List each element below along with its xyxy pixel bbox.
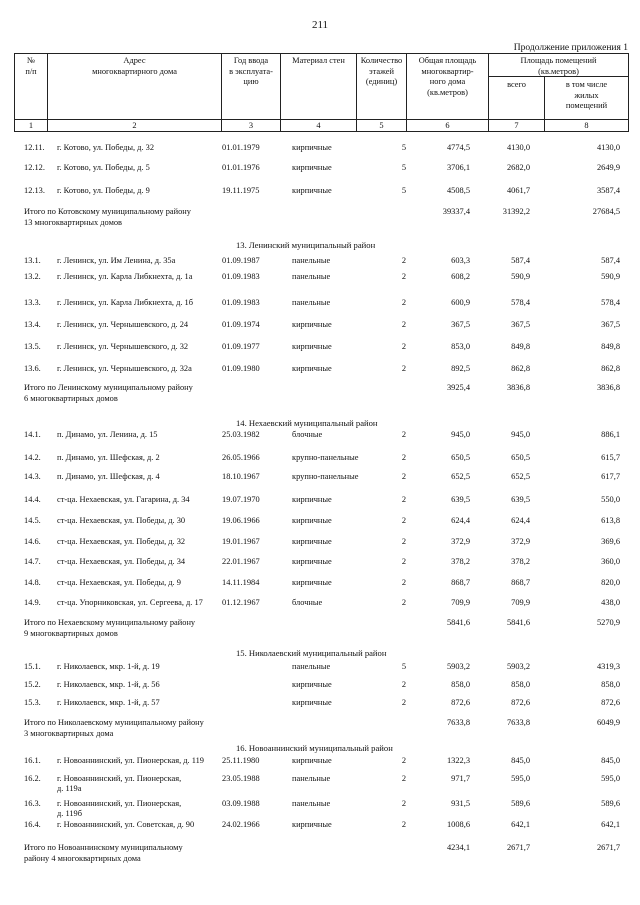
row-floors: 2 [401,298,406,307]
row-number: 13.2. [24,272,41,281]
row-material: панельные [292,774,331,783]
row-number: 14.5. [24,516,41,525]
row-floors: 2 [401,799,406,808]
subtotal-total-area: 3925,4 [446,383,470,392]
row-area-all: 872,6 [511,698,530,707]
row-year: 03.09.1988 [222,799,260,808]
row-area-residential: 438,0 [601,598,620,607]
row-material: блочные [292,598,323,607]
row-area-all: 639,5 [511,495,530,504]
header-year: Год ввода в эксплуата- цию [229,56,273,86]
row-year: 01.09.1980 [222,364,260,373]
row-year: 24.02.1966 [222,820,260,829]
row-total-area: 945,0 [451,430,470,439]
row-number: 16.1. [24,756,41,765]
row-area-all: 578,4 [511,298,530,307]
row-area-residential: 4319,3 [596,662,620,671]
subtotal-area-residential: 6049,9 [596,718,620,727]
row-material: панельные [292,272,331,281]
row-year: 19.07.1970 [222,495,260,504]
row-area-residential: 367,5 [601,320,620,329]
section-heading: 16. Новоаннинский муниципальный район [236,743,393,753]
row-area-residential: 617,7 [601,472,620,481]
row-year: 23.05.1988 [222,774,260,783]
row-number: 15.2. [24,680,41,689]
row-floors: 2 [401,820,406,829]
row-area-residential: 590,9 [601,272,620,281]
row-area-all: 849,8 [511,342,530,351]
row-total-area: 4774,5 [446,143,470,152]
col-number: 7 [514,121,519,130]
row-area-all: 845,0 [511,756,530,765]
row-address: ст-ца. Нехаевская, ул. Победы, д. 32 [57,537,186,546]
row-number: 13.3. [24,298,41,307]
row-area-all: 2682,0 [506,163,530,172]
row-total-area: 603,3 [451,256,470,265]
row-area-all: 4061,7 [506,186,530,195]
row-floors: 2 [401,472,406,481]
row-number: 16.4. [24,820,41,829]
row-material: кирпичные [292,163,332,172]
row-floors: 2 [401,495,406,504]
row-number: 14.1. [24,430,41,439]
row-total-area: 872,6 [451,698,470,707]
row-number: 13.6. [24,364,41,373]
row-area-residential: 858,0 [601,680,620,689]
row-year: 01.01.1976 [222,163,260,172]
row-area-residential: 578,4 [601,298,620,307]
row-number: 12.11. [24,143,45,152]
row-material: панельные [292,799,331,808]
row-area-residential: 886,1 [601,430,620,439]
row-address: п. Динамо, ул. Шефская, д. 4 [57,472,160,481]
row-year: 01.09.1987 [222,256,260,265]
section-heading: 14. Нехаевский муниципальный район [236,418,378,428]
row-year: 25.11.1980 [222,756,260,765]
row-number: 14.2. [24,453,41,462]
row-address: ст-ца. Нехаевская, ул. Победы, д. 34 [57,557,186,566]
header-all: всего [507,80,526,89]
col-number: 3 [248,121,254,130]
row-year: 14.11.1984 [222,578,260,587]
subtotal-area-residential: 2671,7 [596,843,620,852]
row-year: 19.01.1967 [222,537,260,546]
section-heading: 15. Николаевский муниципальный район [236,648,387,658]
row-total-area: 608,2 [451,272,470,281]
row-year: 26.05.1966 [222,453,260,462]
subtotal-label: Итого по Котовскому муниципальному району 13 многоквартирных домов [24,207,191,227]
page-number: 211 [311,19,329,31]
row-area-all: 945,0 [511,430,530,439]
row-floors: 2 [401,320,406,329]
row-address: г. Котово, ул. Победы, д. 32 [57,143,155,152]
row-total-area: 892,5 [451,364,470,373]
row-area-all: 372,9 [511,537,530,546]
row-area-residential: 550,0 [601,495,620,504]
row-floors: 2 [401,430,406,439]
row-address: г. Котово, ул. Победы, д. 5 [57,163,150,172]
row-area-all: 709,9 [511,598,530,607]
row-floors: 2 [401,342,406,351]
row-address: п. Динамо, ул. Ленина, д. 15 [57,430,158,439]
subtotal-label: Итого по Ленинскому муниципальному району 6 многоквартирных домов [24,383,193,403]
row-address: г. Николаевск, мкр. 1-й, д. 57 [57,698,160,707]
section-heading: 13. Ленинский муниципальный район [236,240,376,250]
row-material: кирпичные [292,320,332,329]
row-floors: 2 [401,272,406,281]
row-year: 18.10.1967 [222,472,260,481]
row-floors: 2 [401,598,406,607]
row-address: г. Ленинск, ул. Чернышевского, д. 32 [57,342,189,351]
row-number: 16.2. [24,774,41,783]
row-floors: 2 [401,364,406,373]
row-address: г. Новоаннинский, ул. Пионерская, д. 119 [57,756,204,765]
row-area-residential: 615,7 [601,453,620,462]
row-material: кирпичные [292,143,332,152]
subtotal-area-all: 2671,7 [506,843,530,852]
subtotal-label: Итого по Новоаннинскому муниципальному району 4 многоквартирных дома [24,843,183,863]
row-floors: 2 [401,256,406,265]
row-area-residential: 369,6 [601,537,620,546]
row-area-all: 589,6 [511,799,530,808]
row-area-all: 624,4 [511,516,530,525]
row-address: г. Ленинск, ул. Карла Либкнехта, д. 1б [57,298,194,307]
subtotal-label: Итого по Нехаевскому муниципальному району 9 многоквартирных домов [24,618,196,638]
row-material: кирпичные [292,680,332,689]
row-material: кирпичные [292,756,332,765]
row-area-residential: 360,0 [601,557,620,566]
row-total-area: 868,7 [451,578,470,587]
row-material: панельные [292,662,331,671]
row-total-area: 931,5 [451,799,470,808]
row-material: кирпичные [292,495,332,504]
row-number: 12.12. [24,163,45,172]
row-total-area: 650,5 [451,453,470,462]
row-address: г. Новоаннинский, ул. Советская, д. 90 [57,820,195,829]
subtotal-total-area: 7633,8 [446,718,470,727]
row-material: кирпичные [292,186,332,195]
row-address: г. Николаевск, мкр. 1-й, д. 19 [57,662,160,671]
row-material: блочные [292,430,323,439]
row-total-area: 639,5 [451,495,470,504]
row-number: 13.5. [24,342,41,351]
subtotal-area-all: 5841,6 [506,618,530,627]
row-material: панельные [292,298,331,307]
row-material: кирпичные [292,516,332,525]
header-material: Материал стен [292,56,345,65]
row-number: 13.4. [24,320,41,329]
row-area-all: 367,5 [511,320,530,329]
row-total-area: 624,4 [451,516,470,525]
row-number: 14.3. [24,472,41,481]
row-total-area: 858,0 [451,680,470,689]
row-total-area: 709,9 [451,598,470,607]
header-floors: Количество этажей (единиц) [360,56,403,86]
header-num: № п/п [25,56,37,76]
row-year: 01.01.1979 [222,143,260,152]
row-year: 01.09.1977 [222,342,260,351]
row-address: г. Котово, ул. Победы, д. 9 [57,186,150,195]
row-total-area: 652,5 [451,472,470,481]
subtotal-area-all: 3836,8 [506,383,530,392]
subtotal-label: Итого по Николаевскому муниципальному району 3 многоквартирных дома [24,718,204,738]
row-total-area: 1322,3 [446,756,470,765]
row-year: 01.09.1983 [222,298,260,307]
row-material: кирпичные [292,578,332,587]
row-area-all: 590,9 [511,272,530,281]
row-address: г. Ленинск, ул. Им Ленина, д. 35а [57,256,176,265]
row-floors: 2 [401,578,406,587]
row-material: кирпичные [292,364,332,373]
row-number: 14.6. [24,537,41,546]
row-area-residential: 589,6 [601,799,620,808]
row-area-residential: 587,4 [601,256,620,265]
col-number: 8 [584,121,589,130]
row-floors: 2 [401,557,406,566]
row-address: г. Ленинск, ул. Чернышевского, д. 24 [57,320,189,329]
col-number: 4 [316,121,321,130]
row-total-area: 600,9 [451,298,470,307]
row-material: кирпичные [292,557,332,566]
row-area-residential: 595,0 [601,774,620,783]
row-year: 19.11.1975 [222,186,260,195]
row-material: кирпичные [292,537,332,546]
row-number: 15.1. [24,662,41,671]
row-area-all: 858,0 [511,680,530,689]
row-address: г. Новоаннинский, ул. Пионерская, д. 119а [57,774,182,793]
row-area-residential: 4130,0 [596,143,620,152]
row-total-area: 3706,1 [446,163,470,172]
row-material: панельные [292,256,331,265]
row-total-area: 5903,2 [446,662,470,671]
subtotal-area-residential: 5270,9 [596,618,620,627]
row-total-area: 367,5 [451,320,470,329]
row-area-all: 650,5 [511,453,530,462]
row-number: 14.8. [24,578,41,587]
header-premises-area: Площадь помещений (кв.метров) [520,56,597,76]
row-area-residential: 872,6 [601,698,620,707]
row-area-residential: 3587,4 [596,186,620,195]
row-address: г. Ленинск, ул. Чернышевского, д. 32а [57,364,192,373]
row-material: крупно-панельные [292,453,359,462]
row-floors: 5 [401,143,406,152]
row-floors: 5 [401,186,406,195]
row-total-area: 853,0 [451,342,470,351]
row-address: г. Ленинск, ул. Карла Либкнехта, д. 1а [57,272,193,281]
row-address: ст-ца. Нехаевская, ул. Победы, д. 30 [57,516,186,525]
row-total-area: 1008,6 [446,820,470,829]
subtotal-total-area: 39337,4 [442,207,470,216]
row-area-all: 642,1 [511,820,530,829]
row-number: 15.3. [24,698,41,707]
row-area-residential: 862,8 [601,364,620,373]
row-material: кирпичные [292,698,332,707]
row-year: 22.01.1967 [222,557,260,566]
row-floors: 2 [401,698,406,707]
row-number: 14.7. [24,557,41,566]
header-address: Адрес многоквартирного дома [92,56,177,76]
row-year: 01.09.1974 [222,320,260,329]
row-year: 19.06.1966 [222,516,260,525]
row-total-area: 378,2 [451,557,470,566]
row-area-residential: 820,0 [601,578,620,587]
row-year: 01.12.1967 [222,598,260,607]
row-address: ст-ца. Нехаевская, ул. Победы, д. 9 [57,578,181,587]
row-floors: 2 [401,453,406,462]
row-address: г. Николаевск, мкр. 1-й, д. 56 [57,680,160,689]
row-area-residential: 613,8 [601,516,620,525]
row-area-all: 378,2 [511,557,530,566]
col-number: 5 [379,121,384,130]
subtotal-area-all: 7633,8 [506,718,530,727]
row-number: 14.9. [24,598,41,607]
row-floors: 5 [401,662,406,671]
row-floors: 2 [401,774,406,783]
header-total-area: Общая площадь многоквартир- ного дома (кв.метров) [418,56,477,97]
row-area-all: 587,4 [511,256,530,265]
row-address: г. Новоаннинский, ул. Пионерская, д. 119б [57,799,182,818]
subtotal-area-residential: 27684,5 [592,207,620,216]
row-area-residential: 642,1 [601,820,620,829]
row-number: 16.3. [24,799,41,808]
continuation-label: Продолжение приложения 1 [513,43,628,53]
row-area-all: 652,5 [511,472,530,481]
row-area-all: 4130,0 [506,143,530,152]
row-area-residential: 849,8 [601,342,620,351]
row-material: крупно-панельные [292,472,359,481]
row-address: ст-ца. Упорниковская, ул. Сергеева, д. 17 [57,598,203,607]
row-area-all: 868,7 [511,578,530,587]
subtotal-area-all: 31392,2 [502,207,530,216]
row-floors: 5 [401,163,406,172]
col-number: 2 [132,121,137,130]
row-area-all: 595,0 [511,774,530,783]
subtotal-total-area: 4234,1 [446,843,470,852]
row-number: 13.1. [24,256,41,265]
subtotal-area-residential: 3836,8 [596,383,620,392]
row-year: 01.09.1983 [222,272,260,281]
row-number: 14.4. [24,495,41,504]
header-residential: в том числе жилых помещений [565,80,608,110]
row-material: кирпичные [292,342,332,351]
row-total-area: 372,9 [451,537,470,546]
subtotal-total-area: 5841,6 [446,618,470,627]
row-floors: 2 [401,516,406,525]
row-floors: 2 [401,756,406,765]
row-year: 25.03.1982 [222,430,260,439]
row-area-all: 5903,2 [506,662,530,671]
col-number: 1 [28,121,34,130]
row-total-area: 4508,5 [446,186,470,195]
row-address: п. Динамо, ул. Шефская, д. 2 [57,453,160,462]
row-material: кирпичные [292,820,332,829]
row-total-area: 971,7 [451,774,470,783]
row-area-residential: 2649,9 [596,163,620,172]
col-number: 6 [445,121,450,130]
row-number: 12.13. [24,186,45,195]
row-area-residential: 845,0 [601,756,620,765]
row-floors: 2 [401,680,406,689]
row-floors: 2 [401,537,406,546]
row-area-all: 862,8 [511,364,530,373]
row-address: ст-ца. Нехаевская, ул. Гагарина, д. 34 [57,495,190,504]
